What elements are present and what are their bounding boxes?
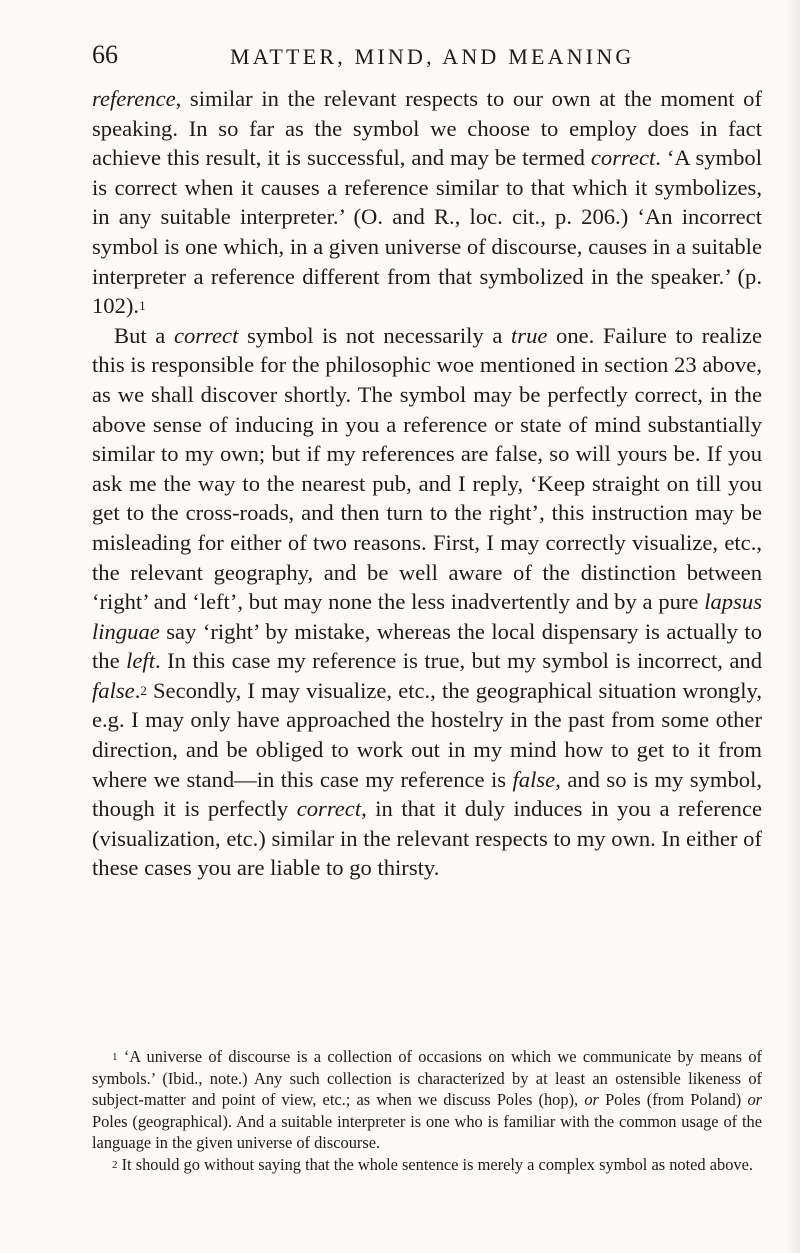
- footnote-mark: 2: [112, 1158, 118, 1171]
- text-run: , similar in the relevant respects to our own at the moment of speaking. In so far as the symbol we choose to employ does in fact achieve this result, it is successful, and may be termed: [92, 86, 762, 171]
- page-edge-shadow: [786, 0, 800, 1253]
- text-run: . In this case my reference is true, but my symbol is incorrect, and: [154, 648, 762, 674]
- body-text: [92, 84, 762, 883]
- text-run: , and so is my symbol, though it is perfectly: [92, 766, 762, 822]
- paragraph-1: [92, 84, 762, 321]
- footnote-ref-1[interactable]: 1: [139, 298, 146, 314]
- italic-term: true: [511, 322, 548, 348]
- footnote-2: [92, 1154, 762, 1176]
- italic-term: lapsus linguae: [92, 589, 762, 644]
- footnote-ref-2[interactable]: 2: [140, 682, 147, 698]
- text-run: symbol is not necessarily a: [238, 322, 512, 348]
- footnote-mark: 1: [112, 1051, 118, 1063]
- italic-term: or: [747, 1090, 763, 1110]
- italic-term: reference: [92, 86, 176, 111]
- italic-term: left: [126, 648, 155, 674]
- text-run: It should go without saying that the whole sentence is merely a complex symbol as noted above.: [117, 1154, 753, 1174]
- text-run: Secondly, I may visualize, etc., the geographical situation wrongly, e.g. I may only have approached the hostelry in the past from some other direction, and be obliged to work out in my mind how to get to it from where we stand—in this case my reference is: [92, 677, 762, 792]
- text-run: Poles (geographical). And a suitable interpreter is one who is familiar with the common usage of the language in the given universe of discourse.: [92, 1111, 762, 1153]
- page-number: 66: [92, 40, 118, 69]
- text-run: one. Failure to realize this is responsible for the philosophic woe mentioned in section 23 above, as we shall discover shortly. The symbol may be perfectly correct, in the above sense of inducing in you a reference or state of mind substantially similar to my own; but if my references are false, so will yours be. If you ask me the way to the nearest pub, and I reply, ‘Keep straight on till you get to the cross-roads, and then turn to the right’, this instruction may be misleading for either of two reasons. First, I may correctly visualize, etc., the relevant geography, and be well aware of the distinction between ‘right’ and ‘left’, but may none the less inadvertently and by a pure: [92, 322, 762, 615]
- text-run: ‘A universe of discourse is a collection of occasions on which we communicate by means of symbols.’ (Ibid., note.) Any such collection is characterized by at least an ostensible likeness of subject-matter and point of view, etc.; as when we discuss Poles (hop),: [92, 1047, 762, 1110]
- text-run: .: [134, 677, 141, 703]
- text-run: Poles (from Poland): [598, 1090, 748, 1110]
- text-run: But a: [114, 322, 174, 348]
- text-run: say ‘right’ by mistake, whereas the local dispensary is actually to the: [92, 618, 762, 674]
- footnote-1: [92, 1046, 762, 1154]
- italic-term: false: [512, 766, 556, 792]
- paragraph-2: [92, 321, 762, 883]
- italic-term: or: [584, 1090, 599, 1110]
- italic-term: correct: [296, 796, 362, 822]
- footnotes: [92, 1046, 762, 1176]
- page-header: [92, 40, 762, 76]
- italic-term: correct: [173, 322, 239, 348]
- italic-term: correct: [590, 145, 656, 171]
- text-run: , in that it duly induces in you a reference (visualization, etc.) similar in the relevant respects to my own. In either of these cases you are liable to go thirsty.: [92, 796, 763, 881]
- running-head: MATTER, MIND, AND MEANING: [230, 44, 635, 69]
- italic-term: false: [92, 677, 135, 703]
- text-run: . ‘A symbol is correct when it causes a reference similar to that which it symbolizes, in any suitable interpreter.’ (O. and R., loc. cit., p. 206.) ‘An incorrect symbol is one which, in a given universe of discourse, causes in a suitable interpreter a reference different from that symbolized in the speaker.’ (p. 102).: [92, 145, 762, 319]
